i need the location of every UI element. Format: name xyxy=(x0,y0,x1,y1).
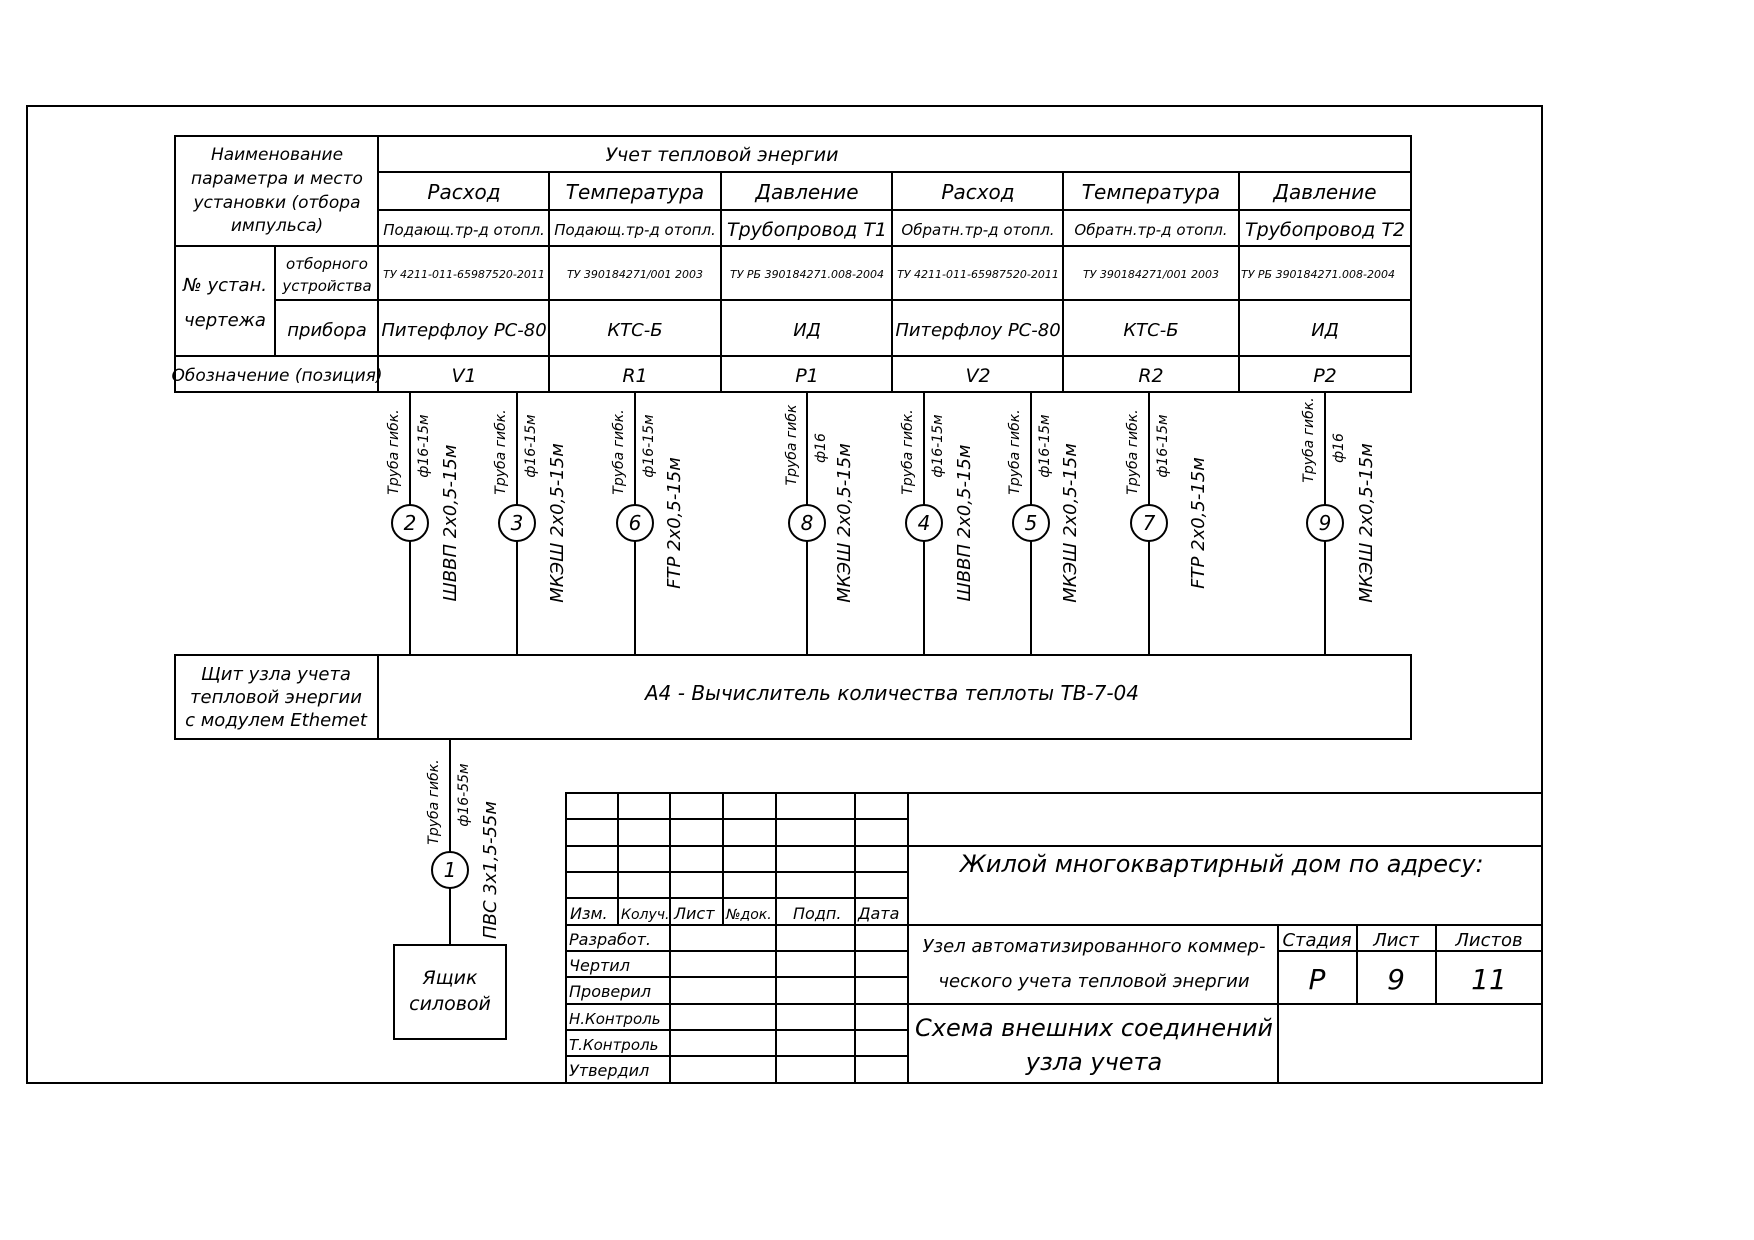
position: V1 xyxy=(451,365,477,387)
column-instruments xyxy=(381,320,1338,341)
parameter-label-line: Наименование xyxy=(210,145,344,165)
instrument: КТС-Б xyxy=(607,320,663,341)
svg-text:Утвердил: Утвердил xyxy=(569,1061,650,1080)
cable-number: 7 xyxy=(1142,511,1156,535)
location: Обратн.тр-д отопл. xyxy=(1074,221,1228,239)
svg-text:силовой: силовой xyxy=(409,993,491,1015)
cable-number: 9 xyxy=(1318,511,1332,535)
svg-text:№ устан.: № устан. xyxy=(183,275,267,296)
pipe-diameter-label: ф16 xyxy=(813,433,829,463)
device-spec: ТУ 4211-011-65987520-2011 xyxy=(897,268,1059,281)
position: V2 xyxy=(965,365,991,387)
pipe-label: Труба гибк. xyxy=(493,409,509,495)
cable-marker xyxy=(906,505,942,541)
parameter-label xyxy=(191,145,363,236)
install-label xyxy=(182,275,267,331)
pipe-label: Труба гибк. xyxy=(1301,397,1317,483)
position: P2 xyxy=(1313,365,1337,387)
svg-text:Ящик: Ящик xyxy=(422,967,478,989)
svg-text:Схема внешних соединений: Схема внешних соединений xyxy=(914,1014,1274,1042)
cable-number: 6 xyxy=(628,511,642,535)
svg-text:Проверил: Проверил xyxy=(569,982,652,1001)
svg-text:Подп.: Подп. xyxy=(793,904,842,923)
cable-marker xyxy=(499,505,535,541)
svg-text:Стадия: Стадия xyxy=(1282,930,1352,951)
pipe-label: Труба гибк. xyxy=(900,409,916,495)
sheet-title xyxy=(915,1014,1273,1076)
device-spec: ТУ РБ 390184271.008-2004 xyxy=(729,268,885,281)
svg-text:Лист: Лист xyxy=(1373,930,1419,951)
cable-marker xyxy=(1013,505,1049,541)
location: Трубопровод Т2 xyxy=(1244,219,1406,241)
svg-text:Узел автоматизированного комме: Узел автоматизированного коммер- xyxy=(922,936,1266,957)
cable-marker xyxy=(1307,505,1343,541)
cable-type-label: МКЭШ 2х0,5-15м xyxy=(1356,443,1377,603)
svg-text:Чертил: Чертил xyxy=(569,956,630,975)
svg-text:Щит узла учета: Щит узла учета xyxy=(201,664,351,685)
svg-text:Листов: Листов xyxy=(1455,930,1523,951)
position: P1 xyxy=(795,365,819,387)
cable-type-label: FTP 2х0,5-15м xyxy=(664,457,685,589)
designation-label: Обозначение (позиция) xyxy=(171,366,383,386)
column-devices xyxy=(383,268,1395,281)
location: Подающ.тр-д отопл. xyxy=(383,221,545,239)
param-name: Давление xyxy=(755,180,859,204)
cable-number: 4 xyxy=(917,511,931,535)
instrument: КТС-Б xyxy=(1123,320,1179,341)
svg-text:тепловой энергии: тепловой энергии xyxy=(190,687,362,708)
cable-number: 2 xyxy=(403,511,417,535)
location: Обратн.тр-д отопл. xyxy=(901,221,1055,239)
cable-marker xyxy=(1131,505,1167,541)
instrument: Питерфлоу РС-80 xyxy=(381,320,547,341)
column-params xyxy=(427,180,1376,204)
cable-number: 5 xyxy=(1024,511,1038,535)
pipe-label: Труба гибк. xyxy=(1007,409,1023,495)
cable-marker xyxy=(392,505,428,541)
device-spec: ТУ РБ 390184271.008-2004 xyxy=(1240,268,1396,281)
parameter-label-line: параметра и место xyxy=(191,169,363,189)
cable-number: 1 xyxy=(443,858,457,882)
cable-type-label: ШВВП 2х0,5-15м xyxy=(954,444,975,602)
svg-text:Разработ.: Разработ. xyxy=(569,930,651,949)
power-cable-marker xyxy=(432,852,468,888)
sheet-value: 9 xyxy=(1387,963,1405,996)
parameter-label-line: установки (отбора xyxy=(193,193,361,213)
pipe-diameter-label: ф16-15м xyxy=(930,414,946,478)
cable-number: 3 xyxy=(510,511,524,535)
parameter-label-line: импульса) xyxy=(230,216,324,236)
position: R1 xyxy=(622,365,648,387)
param-name: Давление xyxy=(1273,180,1377,204)
stage-value: Р xyxy=(1308,963,1326,996)
svg-text:Т.Контроль: Т.Контроль xyxy=(569,1036,659,1054)
pipe-label: Труба гибк. xyxy=(426,759,442,845)
instrument-label: прибора xyxy=(287,320,367,341)
svg-text:Изм.: Изм. xyxy=(570,904,608,923)
param-name: Температура xyxy=(565,180,705,204)
pipe-label: Труба гибк. xyxy=(386,409,402,495)
revision-headers xyxy=(570,904,899,923)
pipe-diameter-label: ф16-15м xyxy=(523,414,539,478)
cable-type-label: ШВВП 2х0,5-15м xyxy=(440,444,461,602)
svg-text:узла учета: узла учета xyxy=(1025,1048,1163,1076)
pipe-diameter-label: ф16 xyxy=(1331,433,1347,463)
svg-text:отборного: отборного xyxy=(286,255,368,273)
pipe-label: Труба гибк. xyxy=(611,409,627,495)
pipe-label: Труба гибк. xyxy=(1125,409,1141,495)
column-locations xyxy=(383,219,1405,241)
device-spec: ТУ 390184271/001 2003 xyxy=(1082,268,1220,281)
location: Трубопровод Т1 xyxy=(726,219,888,241)
device-spec: ТУ 390184271/001 2003 xyxy=(566,268,704,281)
cable-type-label: ПВС 3х1,5-55м xyxy=(480,801,501,939)
column-positions xyxy=(451,365,1336,387)
pipe-label: Труба гибк xyxy=(784,404,800,486)
location: Подающ.тр-д отопл. xyxy=(554,221,716,239)
calculator-device: А4 - Вычислитель количества теплоты ТВ-7-04 xyxy=(645,681,1139,705)
sheet-info-values xyxy=(1309,963,1507,996)
instrument: ИД xyxy=(1311,320,1339,341)
panel-label xyxy=(185,664,368,731)
cable-labels xyxy=(386,397,1377,602)
sheet-info-labels xyxy=(1282,930,1522,951)
svg-text:Дата: Дата xyxy=(858,904,900,923)
svg-text:Лист: Лист xyxy=(674,904,715,923)
group-title: Учет тепловой энергии xyxy=(605,144,839,166)
subject-title xyxy=(923,936,1266,992)
cable-type-label: МКЭШ 2х0,5-15м xyxy=(1060,443,1081,603)
position: R2 xyxy=(1138,365,1164,387)
svg-text:устройства: устройства xyxy=(282,277,372,295)
object-address: Жилой многоквартирный дом по адресу: xyxy=(960,850,1484,878)
cable-number: 8 xyxy=(800,511,814,535)
param-name: Расход xyxy=(427,180,501,204)
sheets-value: 11 xyxy=(1471,963,1507,996)
svg-text:Колуч.: Колуч. xyxy=(621,907,670,923)
instrument: ИД xyxy=(793,320,821,341)
param-name: Температура xyxy=(1081,180,1221,204)
pipe-diameter-label: ф16-15м xyxy=(1155,414,1171,478)
svg-text:с модулем Ethemet: с модулем Ethemet xyxy=(185,710,367,731)
cable-type-label: FTP 2х0,5-15м xyxy=(1188,457,1209,589)
instrument: Питерфлоу РС-80 xyxy=(895,320,1061,341)
pipe-diameter-label: ф16-15м xyxy=(641,414,657,478)
cable-marker xyxy=(789,505,825,541)
device-label xyxy=(281,255,371,295)
cable-type-label: МКЭШ 2х0,5-15м xyxy=(547,443,568,603)
device-spec: ТУ 4211-011-65987520-2011 xyxy=(383,268,545,281)
cable-type-label: МКЭШ 2х0,5-15м xyxy=(834,443,855,603)
svg-text:№док.: №док. xyxy=(726,907,772,923)
param-name: Расход xyxy=(941,180,1015,204)
svg-text:чертежа: чертежа xyxy=(184,310,266,331)
pipe-diameter-label: ф16-55м xyxy=(456,763,472,827)
power-box xyxy=(394,945,506,1039)
pipe-diameter-label: ф16-15м xyxy=(1037,414,1053,478)
svg-text:ческого учета тепловой энергии: ческого учета тепловой энергии xyxy=(938,971,1250,992)
pipe-diameter-label: ф16-15м xyxy=(416,414,432,478)
cable-marker xyxy=(617,505,653,541)
svg-text:Н.Контроль: Н.Контроль xyxy=(569,1010,661,1028)
